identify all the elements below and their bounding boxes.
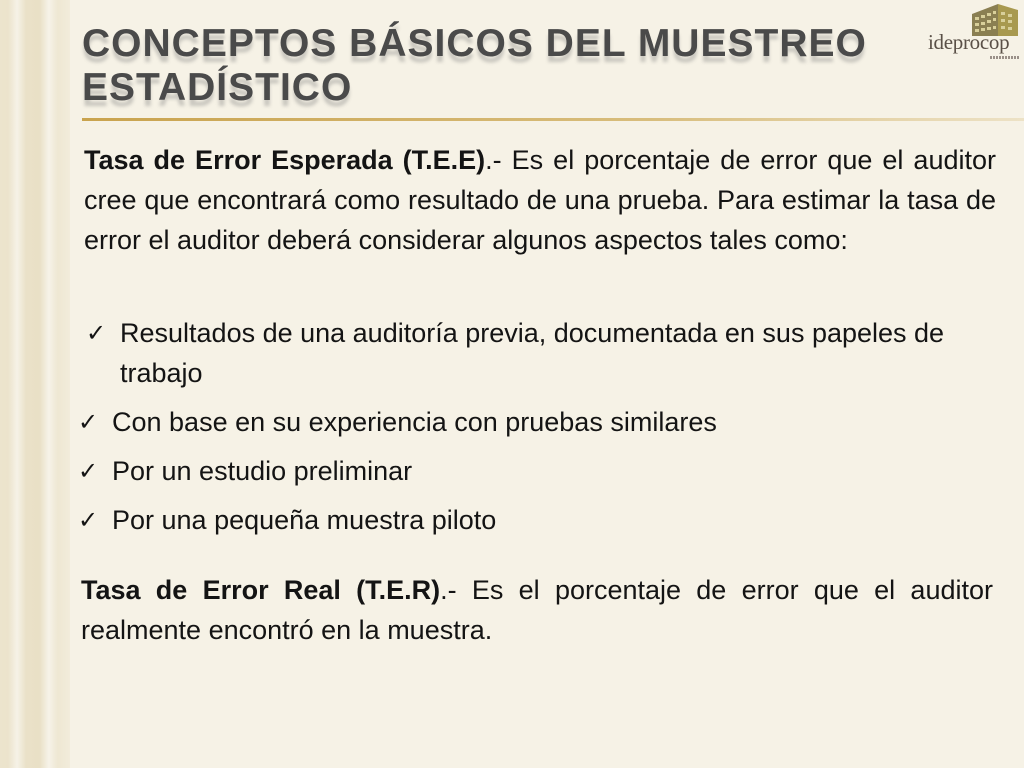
aspect-text: Por un estudio preliminar [112, 456, 413, 486]
check-icon: ✓ [78, 457, 99, 485]
logo-wordmark: ideprocop [928, 30, 1010, 54]
aspect-item [86, 313, 996, 393]
ter-term: Tasa de Error Real (T.E.R) [81, 575, 441, 605]
tee-definition [84, 140, 996, 260]
aspect-item [78, 500, 978, 540]
check-icon: ✓ [86, 319, 107, 347]
band-stripe [40, 0, 58, 768]
tee-term: Tasa de Error Esperada (T.E.E) [84, 145, 486, 175]
slide-title: CONCEPTOS BÁSICOS DEL MUESTREO ESTADÍSTICO [82, 22, 867, 109]
ter-definition [81, 570, 993, 650]
title-divider [82, 118, 1024, 121]
check-icon: ✓ [78, 408, 99, 436]
aspect-item [78, 402, 978, 442]
tee-definition-text: .- Es el porcentaje de error que el auditor cree que encontrará como resultado de una prueba. Para estimar la tasa de error el auditor deberá considerar algunos aspectos tales como: [84, 145, 996, 255]
aspect-text: Con base en su experiencia con pruebas similares [112, 407, 717, 437]
aspect-text: Por una pequeña muestra piloto [112, 505, 497, 535]
left-decorative-band [0, 0, 70, 768]
band-stripe [8, 0, 26, 768]
aspect-text: Resultados de una auditoría previa, documentada en sus papeles de trabajo [120, 318, 945, 388]
check-icon: ✓ [78, 506, 99, 534]
ter-definition-text: .- Es el porcentaje de error que el auditor realmente encontró en la muestra. [81, 575, 993, 645]
logo-fine-print [990, 56, 1020, 59]
aspect-item [78, 451, 978, 491]
company-logo [924, 0, 1024, 70]
